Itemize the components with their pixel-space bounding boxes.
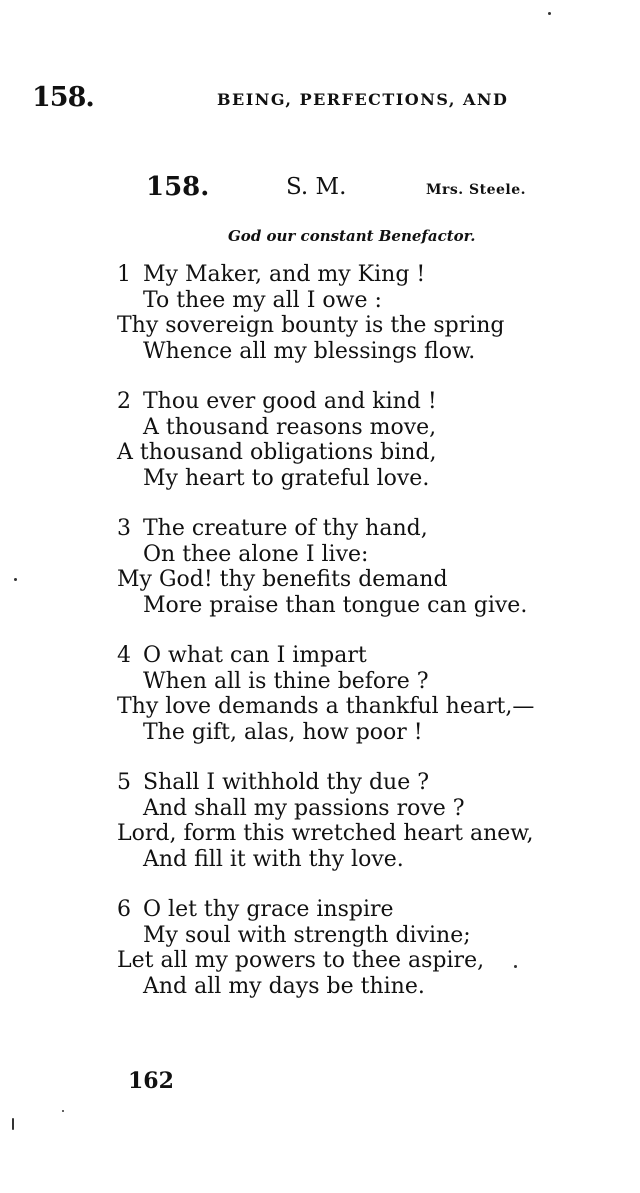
hymn-number: 158.	[146, 172, 210, 202]
verse-line	[0, 389, 640, 415]
verse-line: And fill it with thy love.	[143, 846, 404, 872]
scan-speck	[514, 965, 517, 968]
hymn-header	[146, 172, 566, 206]
verse-line-text: O let thy grace inspire	[143, 897, 394, 922]
verse-line: Thy sovereign bounty is the spring	[117, 313, 505, 338]
verse-line-text: O what can I impart	[143, 643, 367, 668]
verse-number: 4	[117, 643, 131, 668]
verse-line	[0, 770, 640, 796]
scan-speck	[14, 578, 17, 581]
running-title: BEING, PERFECTIONS, AND	[217, 90, 509, 109]
scan-speck	[62, 1110, 64, 1112]
verse-line: When all is thine before ?	[143, 668, 429, 694]
verse-line: Lord, form this wretched heart anew,	[117, 821, 534, 846]
verse-number: 2	[117, 389, 131, 414]
verse-line: And shall my passions rove ?	[143, 795, 465, 821]
hymn-subtitle: God our constant Benefactor.	[228, 227, 476, 245]
scan-speck	[12, 1118, 14, 1130]
verse-line: Thy love demands a thankful heart,—	[117, 694, 535, 719]
verse-3	[0, 516, 640, 618]
verse-4	[0, 643, 640, 745]
verse-line: More praise than tongue can give.	[143, 592, 528, 618]
verse-line: The gift, alas, how poor !	[143, 719, 423, 745]
verse-6	[0, 897, 640, 999]
verse-line	[0, 262, 640, 288]
verse-line	[0, 897, 640, 923]
verse-line-text: The creature of thy hand,	[143, 516, 428, 541]
hymn-verses	[0, 262, 640, 1024]
verse-line: Whence all my blessings flow.	[143, 338, 476, 364]
verse-line: Let all my powers to thee aspire,	[117, 948, 485, 973]
signature-number: 162	[128, 1068, 174, 1094]
verse-5	[0, 770, 640, 872]
verse-line: A thousand reasons move,	[143, 414, 437, 440]
verse-number: 5	[117, 770, 131, 795]
verse-number: 6	[117, 897, 131, 922]
verse-line: On thee alone I live:	[143, 541, 369, 567]
page-number: 158.	[32, 82, 94, 113]
verse-line: And all my days be thine.	[143, 973, 425, 999]
verse-line	[0, 643, 640, 669]
verse-number: 1	[117, 262, 131, 287]
running-head	[32, 82, 512, 116]
verse-line-text: Thou ever good and kind !	[143, 389, 437, 414]
verse-line: To thee my all I owe :	[143, 287, 382, 313]
verse-2	[0, 389, 640, 491]
verse-line-text: Shall I withhold thy due ?	[143, 770, 429, 795]
verse-line: My heart to grateful love.	[143, 465, 430, 491]
verse-line	[0, 516, 640, 542]
verse-number: 3	[117, 516, 131, 541]
verse-1	[0, 262, 640, 364]
verse-line: A thousand obligations bind,	[117, 440, 437, 465]
verse-line: My God! thy benefits demand	[117, 567, 448, 592]
hymn-meter: S. M.	[286, 174, 347, 200]
hymn-author: Mrs. Steele.	[426, 182, 526, 198]
scan-speck	[548, 12, 551, 15]
verse-line-text: My Maker, and my King !	[143, 262, 426, 287]
verse-line: My soul with strength divine;	[143, 922, 471, 948]
